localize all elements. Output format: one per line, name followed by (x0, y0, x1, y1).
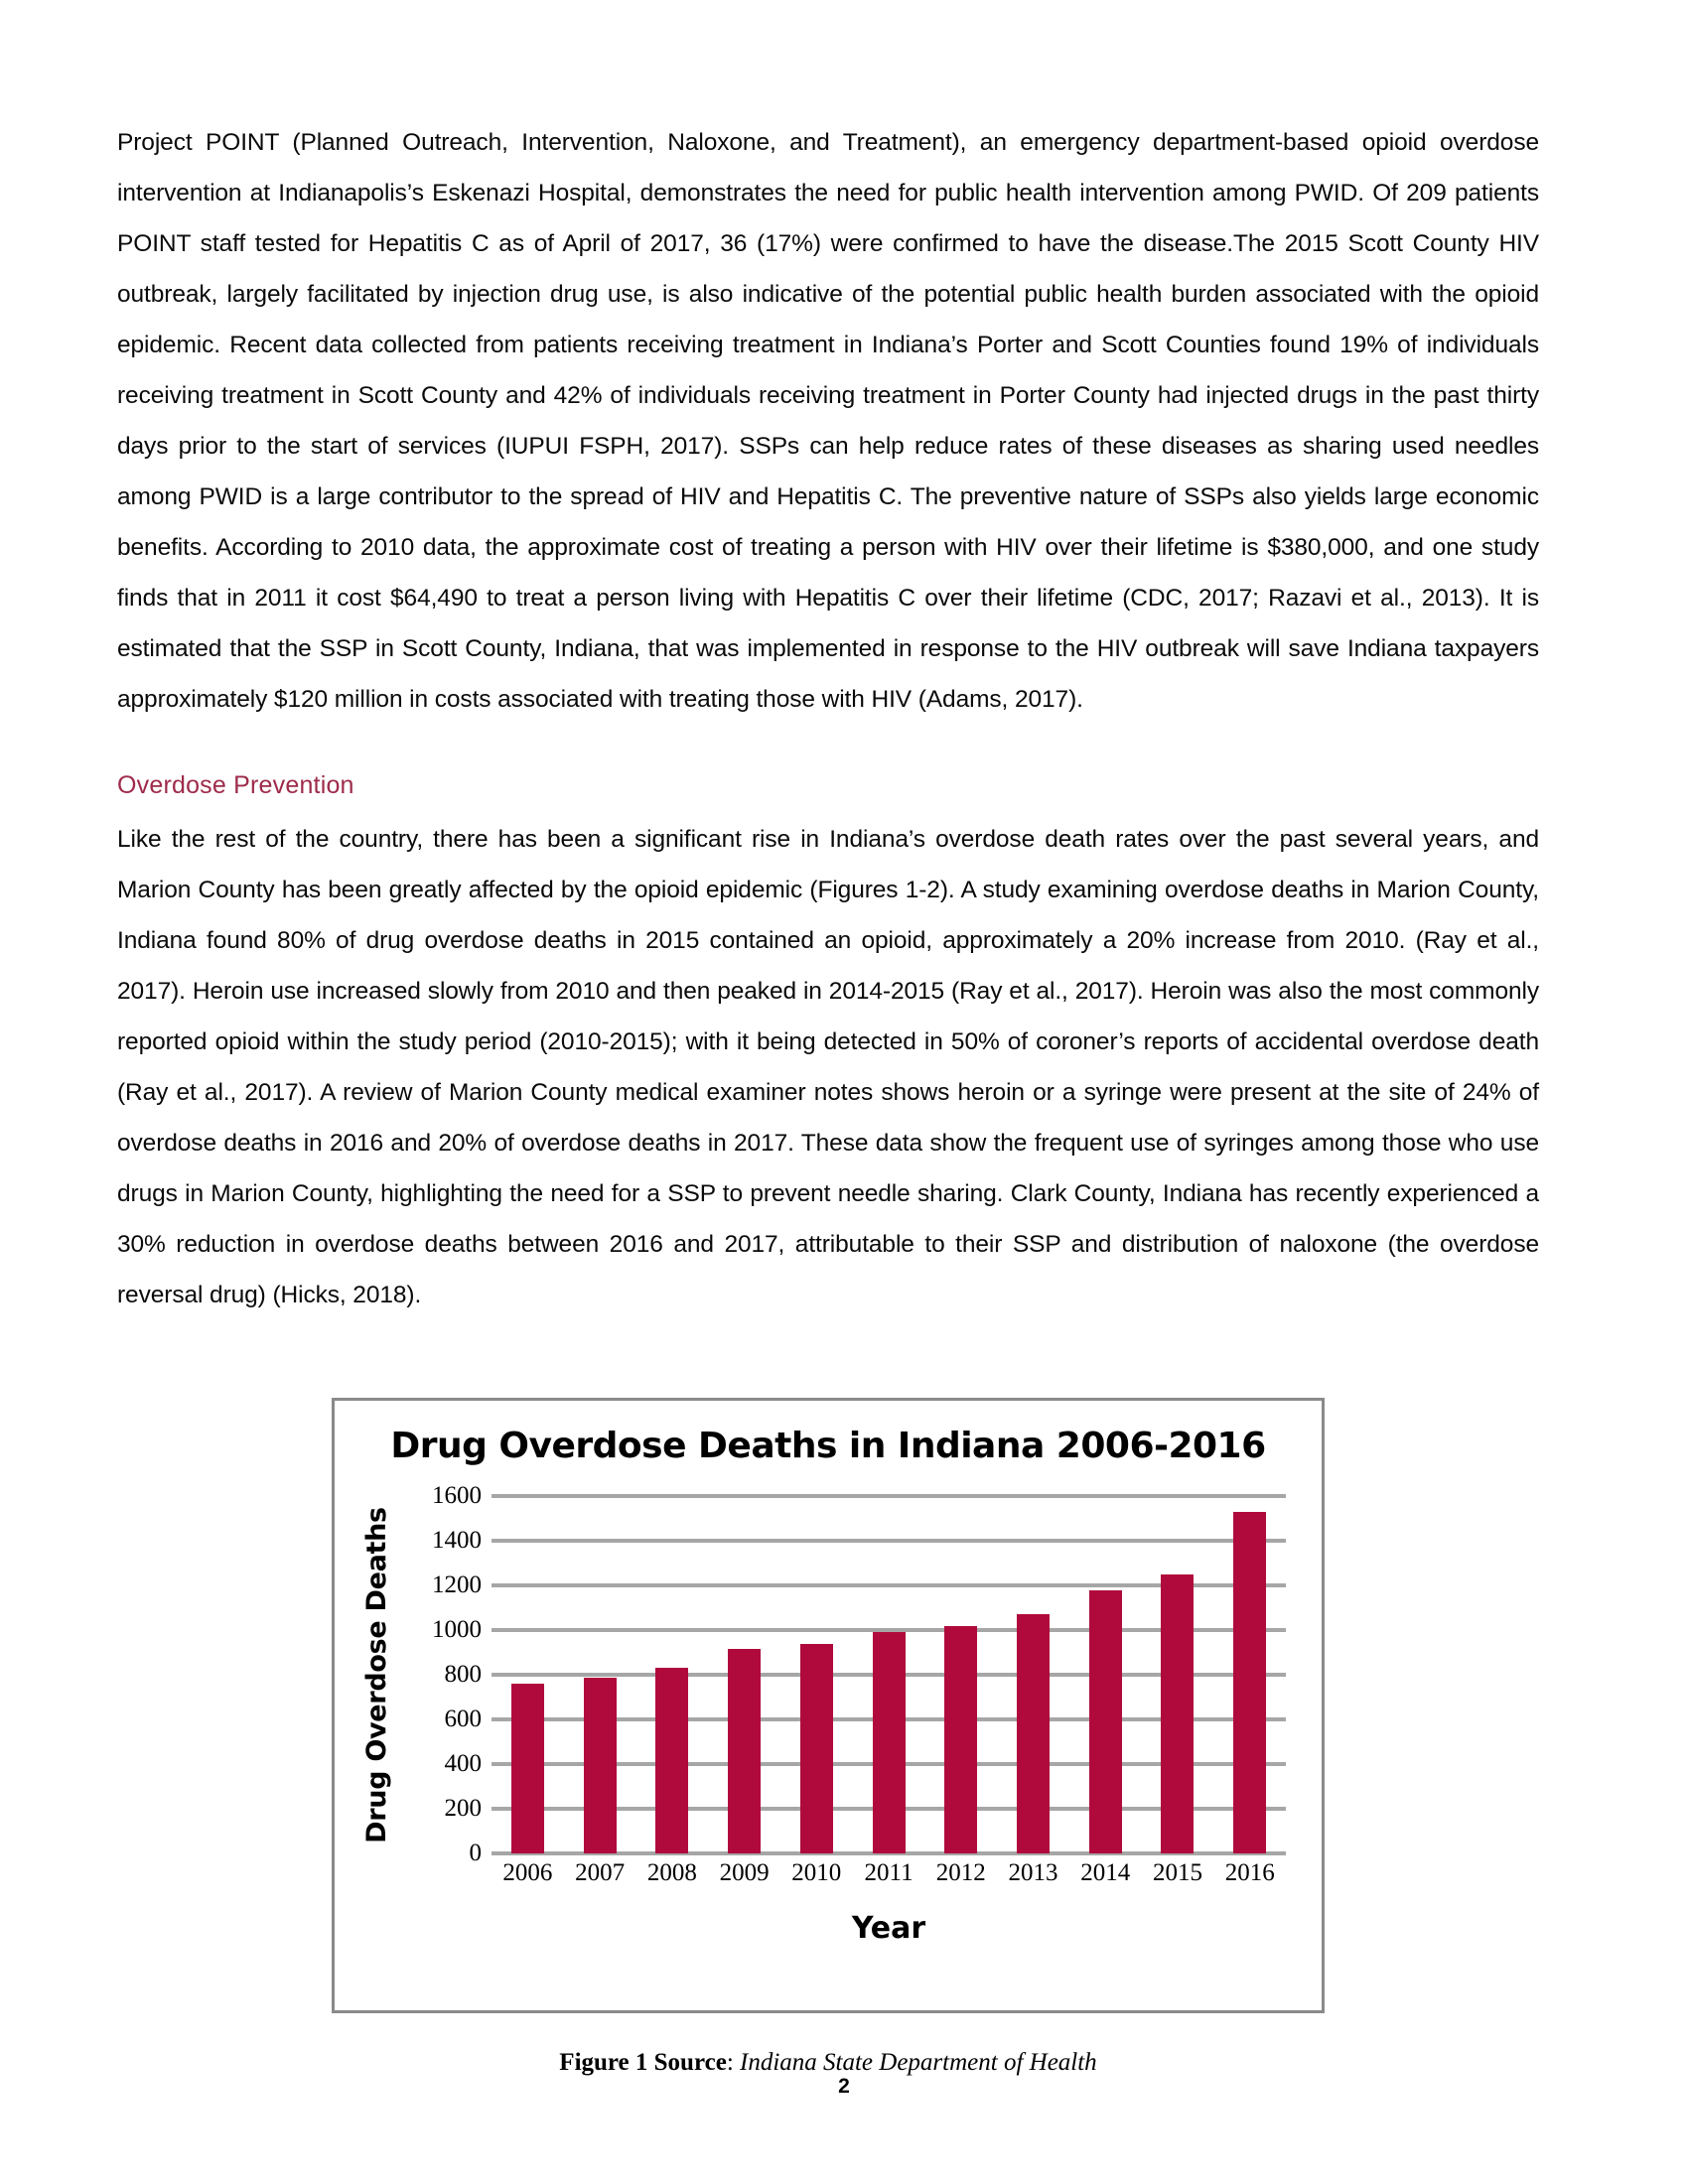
figure-caption (332, 2049, 1325, 2077)
chart-plot-outer (335, 1482, 1322, 2008)
chart-y-tick-label: 1400 (432, 1527, 482, 1554)
chart-bar-slot (564, 1496, 636, 1853)
chart-y-axis-title (354, 1496, 398, 1853)
chart-bar-2007 (584, 1678, 617, 1853)
chart-bar-slot (1213, 1496, 1286, 1853)
chart-bar-2013 (1017, 1614, 1050, 1853)
paragraph-overdose-prevention: Like the rest of the country, there has been a significant rise in Indiana’s overdose death rates over the past several years, and Marion County has been greatly affected by the opioid epidemic (Figures 1-2). A study examining overdose deaths in Marion County, Indiana found 80% of drug overdose deaths in 2015 contained an opioid, approximately a 20% increase from 2010. (Ray et al., 2017). Heroin use increased slowly from 2010 and then peaked in 2014-2015 (Ray et al., 2017). Heroin was also the most commonly reported opioid within the study period (2010-2015); with it being detected in 50% of coroner’s reports of accidental overdose death (Ray et al., 2017). A review of Marion County medical examiner notes shows heroin or a syringe were present at the site of 24% of overdose deaths in 2016 and 20% of overdose deaths in 2017. These data show the frequent use of syringes among those who use drugs in Marion County, highlighting the need for a SSP to prevent needle sharing. Clark County, Indiana has recently experienced a 30% reduction in overdose deaths between 2016 and 2017, attributable to their SSP and distribution of naloxone (the overdose reversal drug) (Hicks, 2018). (117, 826, 1539, 1308)
chart-x-axis-title: Year (851, 1911, 926, 1946)
chart-bar-slot (924, 1496, 997, 1853)
chart-plot-area (492, 1496, 1286, 1853)
chart-x-tick-label: 2015 (1152, 1859, 1202, 1886)
chart-y-axis-title-text: Drug Overdose Deaths (360, 1506, 392, 1843)
chart-x-tick-label: 2010 (791, 1859, 842, 1886)
figure-1 (117, 1398, 1539, 2077)
chart-x-tick-label: 2016 (1224, 1859, 1275, 1886)
chart-bar-2010 (800, 1644, 833, 1854)
chart-y-tick-label: 200 (444, 1795, 482, 1822)
chart-bar-slot (1142, 1496, 1214, 1853)
chart-x-tick-label: 2011 (864, 1859, 914, 1886)
figure-caption-label: Figure 1 Source (559, 2049, 727, 2076)
chart-container (332, 1398, 1325, 2013)
chart-x-axis-ticks (492, 1859, 1286, 1899)
chart-bar-2009 (728, 1649, 761, 1853)
chart-bar-2008 (655, 1668, 688, 1853)
chart-bar-slot (708, 1496, 780, 1853)
chart-bar-2016 (1233, 1512, 1266, 1853)
chart-y-tick-label: 1000 (432, 1616, 482, 1643)
chart-y-axis-ticks (396, 1482, 488, 1866)
figure-caption-source: Indiana State Department of Health (740, 2049, 1097, 2076)
chart-y-tick-label: 800 (444, 1661, 482, 1688)
figure-caption-separator: : (726, 2049, 741, 2076)
chart-bar-slot (780, 1496, 853, 1853)
page-number: 2 (838, 2075, 850, 2098)
chart-bar-2012 (944, 1626, 977, 1854)
chart-x-tick-label: 2009 (719, 1859, 770, 1886)
chart-y-tick-label: 600 (444, 1706, 482, 1732)
chart-bars (492, 1496, 1286, 1853)
chart-x-tick-label: 2014 (1080, 1859, 1131, 1886)
chart-x-tick-label: 2008 (646, 1859, 697, 1886)
chart-bar-slot (635, 1496, 708, 1853)
chart-bar-2011 (873, 1632, 906, 1853)
chart-bar-2014 (1089, 1590, 1122, 1854)
chart-y-tick-label: 400 (444, 1750, 482, 1777)
chart-x-tick-label: 2013 (1008, 1859, 1058, 1886)
chart-bar-slot (492, 1496, 564, 1853)
chart-y-tick-label: 1200 (432, 1571, 482, 1598)
chart-x-tick-label: 2007 (575, 1859, 626, 1886)
section-heading-overdose-prevention: Overdose Prevention (117, 771, 354, 799)
chart-x-tick-label: 2006 (502, 1859, 553, 1886)
chart-title: Drug Overdose Deaths in Indiana 2006-2016 (390, 1426, 1266, 1466)
chart-y-tick-label: 0 (469, 1840, 482, 1866)
chart-bar-2006 (511, 1684, 544, 1853)
paragraph-project-point: Project POINT (Planned Outreach, Intervention, Naloxone, and Treatment), an emergency department-based opioid overdose intervention at Indianapolis’s Eskenazi Hospital, demonstrates the need for public health intervention among PWID. Of 209 patients POINT staff tested for Hepatitis C as of April of 2017, 36 (17%) were confirmed to have the disease.The 2015 Scott County HIV outbreak, largely facilitated by injection drug use, is also indicative of the potential public health burden associated with the opioid epidemic. Recent data collected from patients receiving treatment in Indiana’s Porter and Scott Counties found 19% of individuals receiving treatment in Scott County and 42% of individuals receiving treatment in Porter County had injected drugs in the past thirty days prior to the start of services (IUPUI FSPH, 2017). SSPs can help reduce rates of these diseases as sharing used needles among PWID is a large contributor to the spread of HIV and Hepatitis C. The preventive nature of SSPs also yields large economic benefits. According to 2010 data, the approximate cost of treating a person with HIV over their lifetime is $380,000, and one study finds that in 2011 it cost $64,490 to treat a person living with Hepatitis C over their lifetime (CDC, 2017; Razavi et al., 2013). It is estimated that the SSP in Scott County, Indiana, that was implemented in response to the HIV outbreak will save Indiana taxpayers approximately $120 million in costs associated with treating those with HIV (Adams, 2017). (117, 129, 1539, 713)
chart-bar-slot (997, 1496, 1069, 1853)
chart-bar-2015 (1161, 1574, 1194, 1853)
chart-bar-slot (853, 1496, 925, 1853)
chart-x-tick-label: 2012 (935, 1859, 986, 1886)
chart-bar-slot (1069, 1496, 1142, 1853)
chart-y-tick-label: 1600 (432, 1482, 482, 1509)
